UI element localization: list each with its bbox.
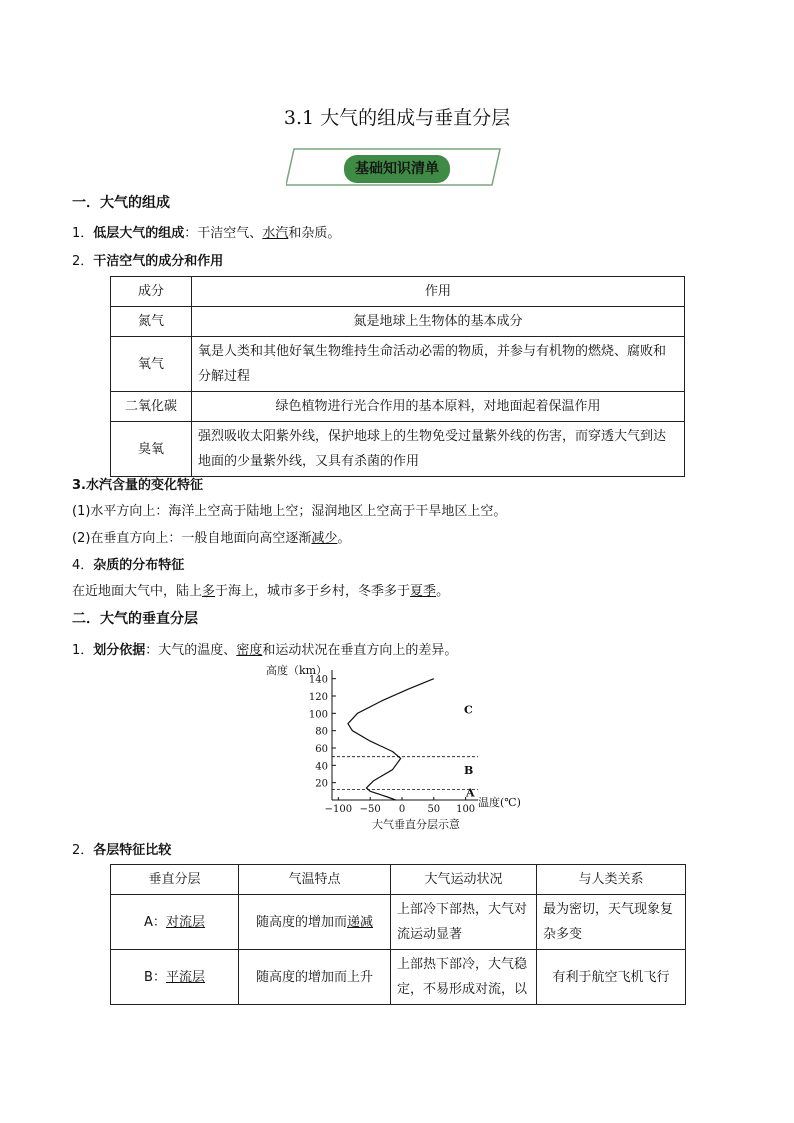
- underlined-answer: 递减: [347, 914, 374, 930]
- underlined-answer: 水汽: [262, 226, 289, 241]
- underlined-answer: 平流层: [165, 969, 205, 985]
- table-row: [111, 950, 686, 1005]
- section-heading-composition: 一．大气的组成: [72, 195, 170, 211]
- table-cell: 臭氧: [111, 422, 192, 477]
- table-cell: 最为密切，天气现象复杂多变: [537, 895, 686, 950]
- section-heading-layers: 二．大气的垂直分层: [72, 611, 198, 627]
- item-number: 1．: [72, 226, 94, 241]
- paragraph-basis: [72, 639, 457, 658]
- paragraph-comparison: [72, 839, 171, 858]
- table-cell: 上部热下部冷，大气稳定，不易形成对流，以: [391, 950, 537, 1005]
- underlined-answer: 多: [202, 584, 216, 599]
- table-cell: 氧气: [111, 337, 192, 392]
- paragraph-horizontal: (1)水平方向上：海洋上空高于陆地上空；湿润地区上空高于干旱地区上空。: [72, 504, 507, 519]
- paragraph-impurities: [72, 554, 184, 573]
- item-title: 各层特征比较: [93, 843, 172, 858]
- paragraph-low-atmosphere: [72, 222, 340, 241]
- x-tick-label: −100: [324, 804, 353, 815]
- text: (2)在垂直方向上：一般自地面向高空逐渐: [72, 531, 312, 546]
- x-tick-label: 100: [456, 804, 476, 815]
- text: 随高度的增加而上升: [255, 969, 373, 985]
- text: 。: [337, 531, 351, 546]
- table-cell: 上部冷下部热，大气对流运动显著: [391, 895, 537, 950]
- table-row: [111, 392, 685, 422]
- table-cell: 二氧化碳: [111, 392, 192, 422]
- table-header-row: [111, 277, 685, 307]
- table-header: 成分: [111, 277, 192, 307]
- temperature-curve: [348, 679, 434, 800]
- item-number: 2．: [72, 843, 94, 858]
- paragraph-vertical: [72, 527, 350, 546]
- y-tick-label: 80: [315, 726, 328, 738]
- underlined-answer: 夏季: [410, 584, 437, 599]
- table-row: [111, 307, 685, 337]
- paragraph-impurity-distribution: [72, 580, 449, 599]
- chart-title: 大气垂直分层示意: [372, 818, 460, 831]
- table-header: 与人类关系: [537, 865, 686, 895]
- page-title: 3.1 大气的组成与垂直分层: [283, 107, 511, 129]
- table-cell: 氮是地球上生物体的基本成分: [192, 307, 685, 337]
- text: 。: [436, 584, 450, 599]
- layer-label: C: [464, 703, 473, 717]
- text: 于海上，城市多于乡村，冬季多于: [215, 584, 411, 599]
- table-cell: 氧是人类和其他好氧生物维持生命活动必需的物质，并参与有机物的燃烧、腐败和分解过程: [192, 337, 685, 392]
- table-header: 垂直分层: [111, 865, 239, 895]
- y-tick-label: 60: [315, 744, 328, 755]
- text: ：干洁空气、: [184, 226, 263, 241]
- table-header: 作用: [192, 277, 685, 307]
- item-title: 低层大气的组成: [93, 226, 185, 241]
- table-cell: 氮气: [111, 307, 192, 337]
- text: 和杂质。: [288, 226, 341, 241]
- x-tick-label: −50: [359, 804, 381, 815]
- paragraph-water-vapor: 3.水汽含量的变化特征: [72, 478, 203, 493]
- layer-letter: A：: [144, 914, 166, 930]
- item-number: 1．: [72, 643, 94, 658]
- table-cell: 有利于航空飞机飞行: [537, 950, 686, 1005]
- layer-letter: B：: [144, 969, 166, 985]
- text: 和运动状况在垂直方向上的差异。: [262, 643, 458, 658]
- table-header-row: [111, 865, 686, 895]
- underlined-answer: 减少: [311, 531, 338, 546]
- underlined-answer: 对流层: [165, 914, 205, 930]
- x-tick-label: 0: [398, 804, 406, 815]
- table-cell: 绿色植物进行光合作用的基本原料，对地面起着保温作用: [192, 392, 685, 422]
- item-number: 2．: [72, 254, 94, 269]
- x-axis-label: 温度(℃): [478, 796, 521, 809]
- y-tick-label: 40: [315, 761, 328, 773]
- table-cell: [111, 895, 239, 950]
- paragraph-dry-air: [72, 250, 223, 269]
- dry-air-table: [110, 276, 685, 477]
- y-tick-label: 100: [308, 709, 328, 721]
- table-cell: 强烈吸收太阳紫外线，保护地球上的生物免受过量紫外线的伤害，而穿透大气到达地面的少量紫外线，又具有杀菌的作用: [192, 422, 685, 477]
- layer-label: A: [466, 786, 475, 800]
- underlined-answer: 密度: [236, 643, 263, 658]
- table-row: [111, 337, 685, 392]
- table-header: 大气运动状况: [391, 865, 537, 895]
- y-axis-label: 高度（km）: [266, 664, 328, 677]
- banner-label: 基础知识清单: [355, 161, 439, 177]
- table-cell: [111, 950, 239, 1005]
- table-row: [111, 895, 686, 950]
- item-title: 干洁空气的成分和作用: [93, 254, 224, 269]
- table-row: [111, 422, 685, 477]
- text: 在近地面大气中，陆上: [72, 584, 203, 599]
- table-header: 气温特点: [239, 865, 391, 895]
- y-tick-label: 140: [308, 674, 328, 686]
- layer-label: B: [464, 764, 474, 777]
- text: 随高度的增加而: [255, 914, 347, 930]
- layers-table: [110, 864, 686, 1005]
- y-tick-label: 20: [315, 778, 328, 790]
- x-tick-label: 50: [427, 804, 441, 815]
- text: ：大气的温度、: [145, 643, 237, 658]
- y-tick-label: 120: [308, 692, 328, 703]
- table-cell: [239, 895, 391, 950]
- item-title: 杂质的分布特征: [93, 558, 185, 573]
- item-number: 4．: [72, 558, 94, 573]
- atmosphere-layers-chart: [260, 660, 540, 832]
- item-title: 划分依据: [93, 643, 146, 658]
- table-cell: [239, 950, 391, 1005]
